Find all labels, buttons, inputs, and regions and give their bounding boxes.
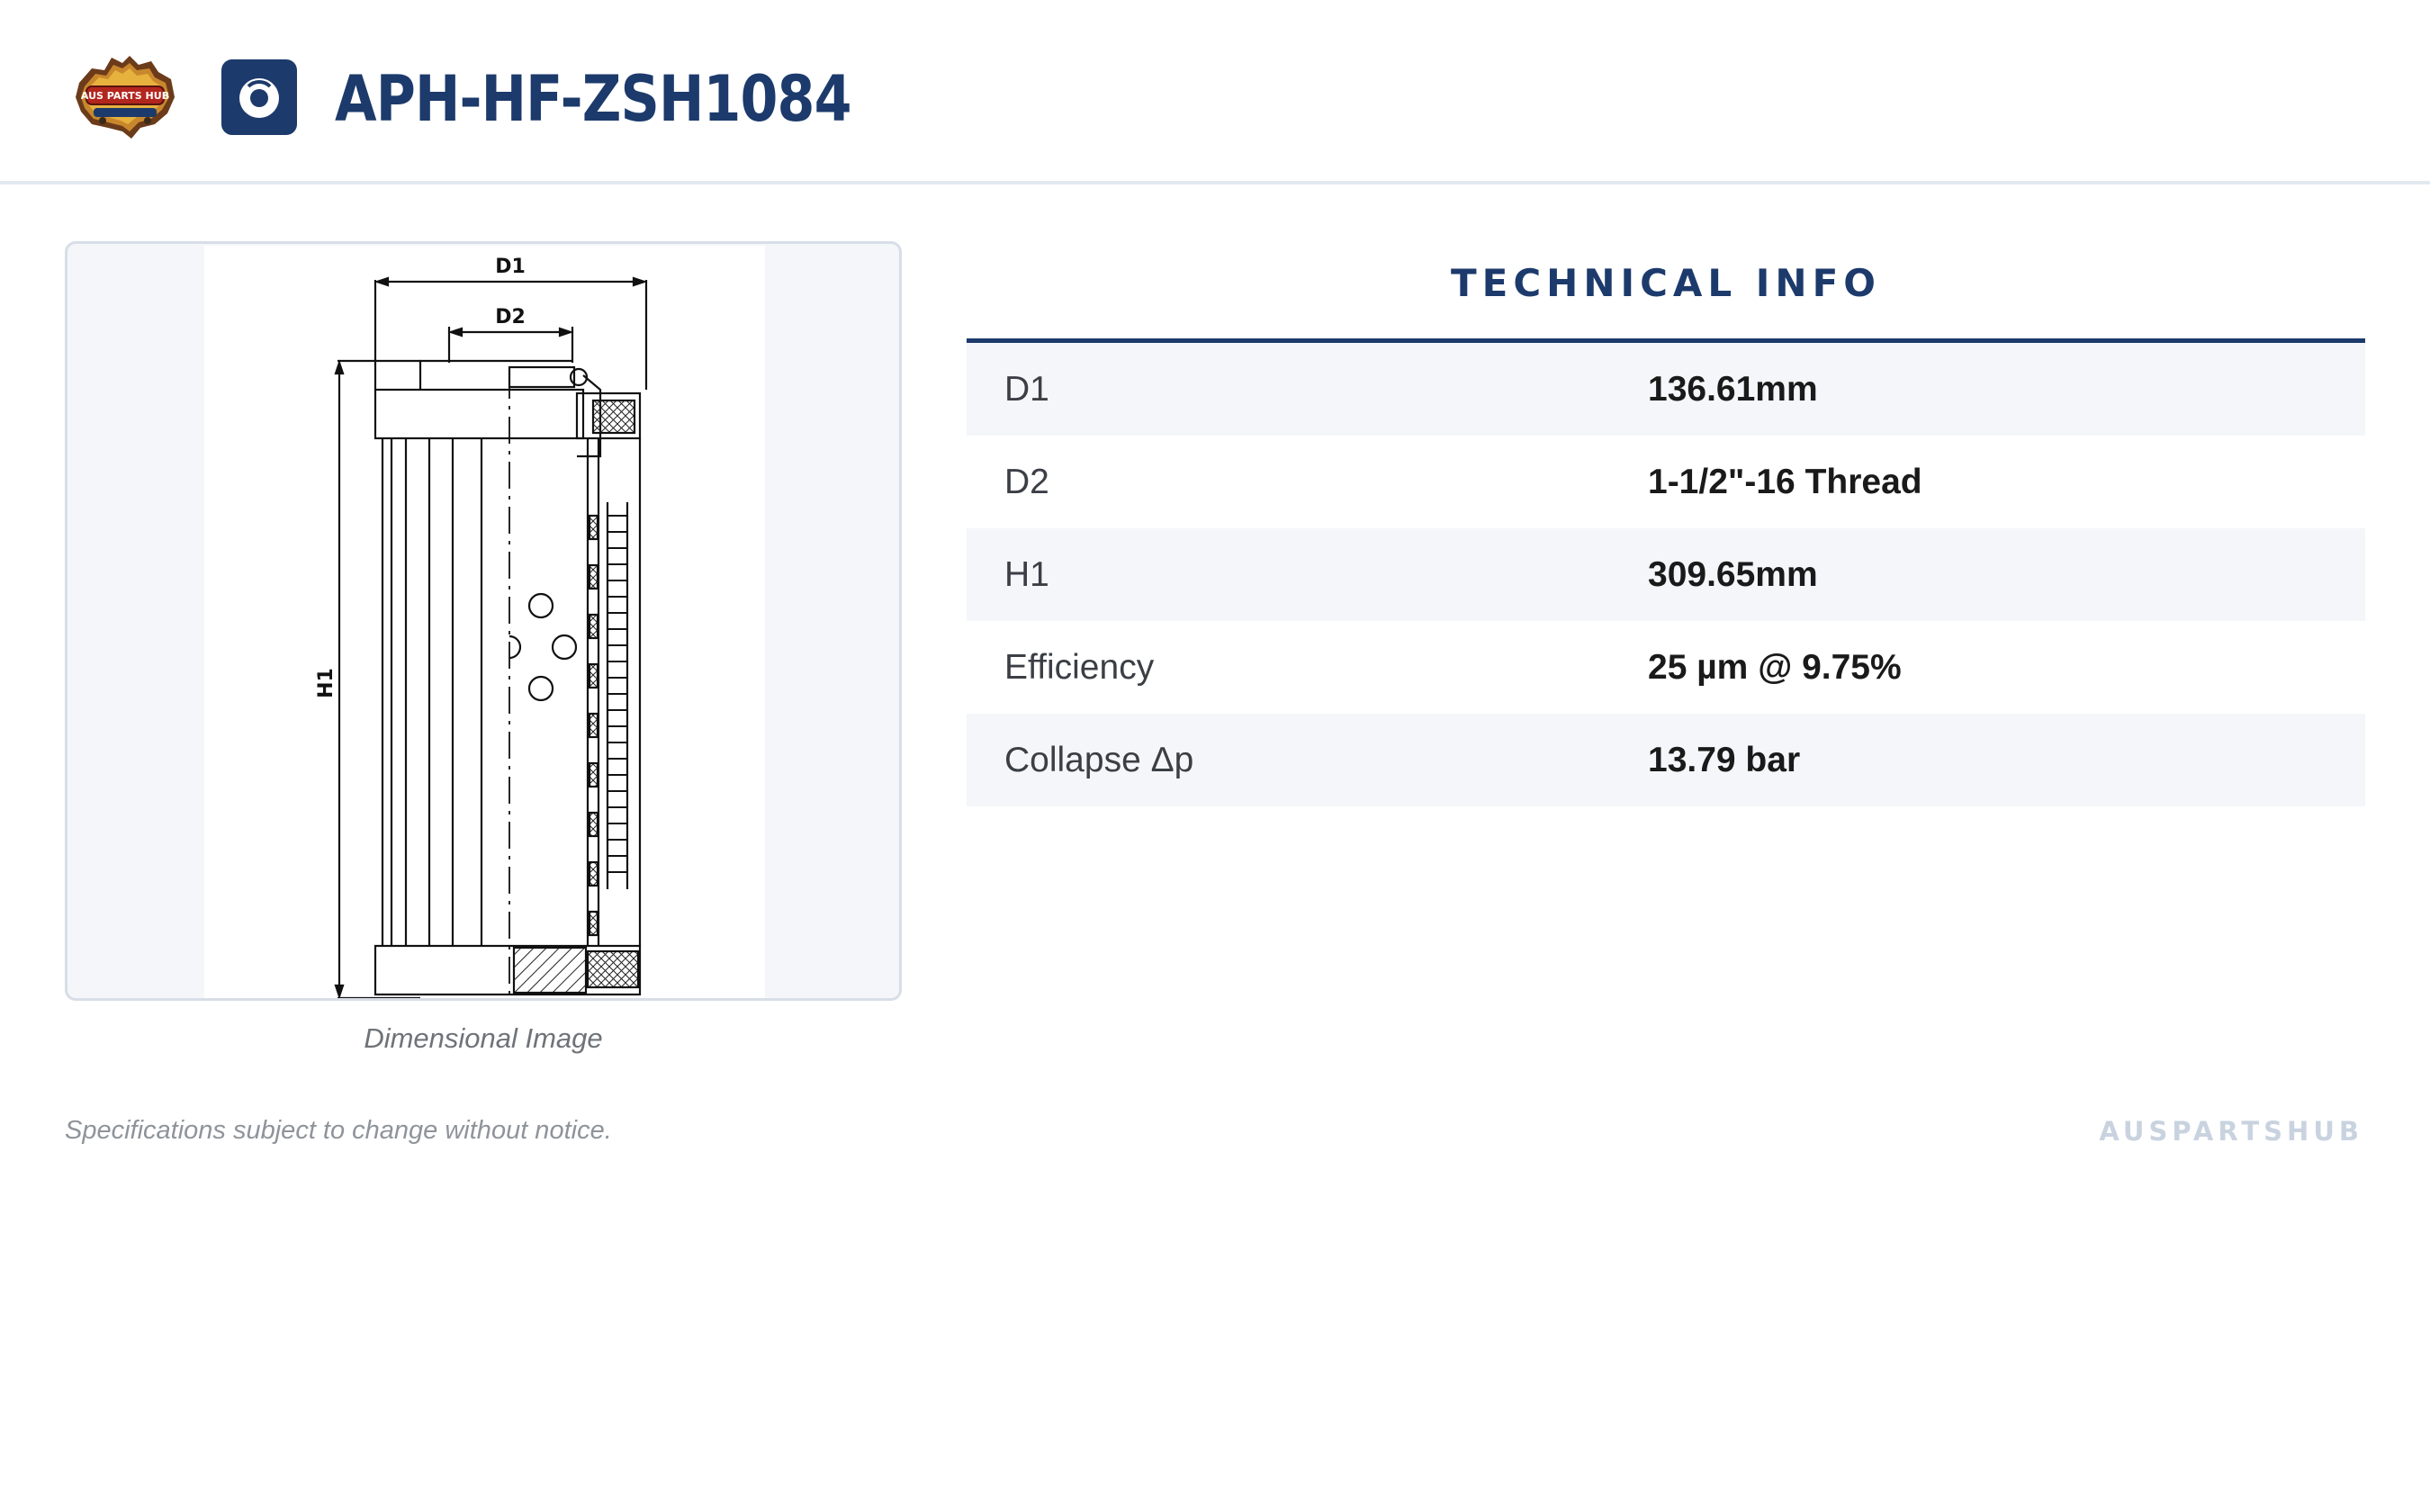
spec-row-h1 <box>967 528 2365 621</box>
spec-value: 309.65mm <box>1648 555 1818 594</box>
dimensional-drawing <box>204 246 765 1000</box>
h1-label: H1 <box>315 668 338 698</box>
technical-info-table <box>967 343 2365 806</box>
svg-text:AUS PARTS HUB: AUS PARTS HUB <box>80 90 170 102</box>
image-caption: Dimensional Image <box>364 1022 603 1054</box>
brand-watermark: AUSPARTSHUB <box>2099 1116 2363 1147</box>
spec-value: 13.79 bar <box>1648 741 1801 779</box>
spec-label: D1 <box>1004 370 1049 409</box>
d2-label: D2 <box>495 306 526 328</box>
spec-label: H1 <box>1004 555 1049 594</box>
aus-parts-hub-logo <box>72 52 178 140</box>
spec-label: Collapse Δp <box>1004 741 1194 779</box>
filter-element-icon <box>221 59 297 135</box>
disclaimer-text: Specifications subject to change without notice. <box>65 1116 612 1145</box>
spec-row-d2 <box>967 436 2365 528</box>
spec-label: Efficiency <box>1004 648 1155 687</box>
spec-row-collapse-pressure <box>967 714 2365 806</box>
dimensional-image-panel <box>65 241 902 1001</box>
technical-info-heading: TECHNICAL INFO <box>1451 261 1881 305</box>
spec-value: 25 µm @ 9.75% <box>1648 648 1902 687</box>
spec-row-efficiency <box>967 621 2365 714</box>
part-number-title: APH-HF-ZSH1084 <box>335 62 851 136</box>
spec-value: 1-1/2"-16 Thread <box>1648 463 1922 501</box>
d1-label: D1 <box>495 256 526 278</box>
spec-row-d1 <box>967 343 2365 436</box>
spec-value: 136.61mm <box>1648 370 1818 409</box>
spec-label: D2 <box>1004 463 1049 501</box>
page-header <box>0 0 2430 184</box>
